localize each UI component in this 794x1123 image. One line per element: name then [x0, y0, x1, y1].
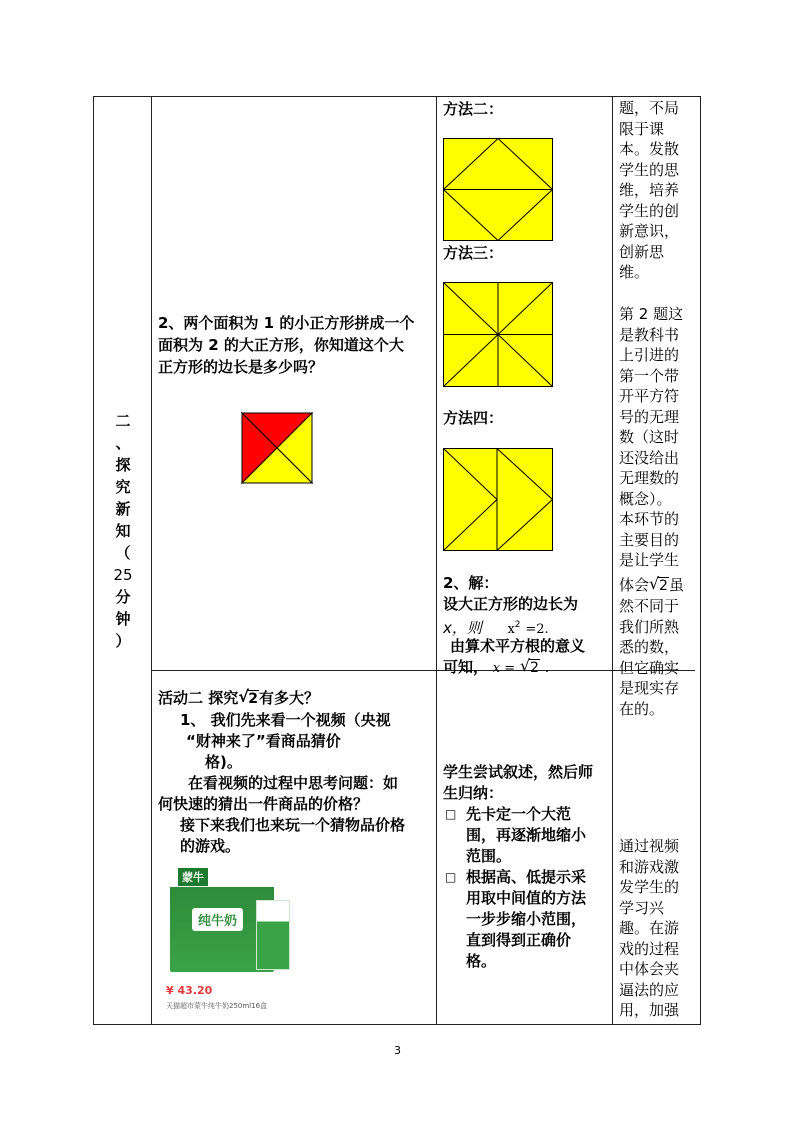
- note-line: 学生的创: [619, 201, 680, 220]
- note-line: 本。发散: [619, 140, 680, 158]
- activity-line: 的游戏。: [180, 837, 241, 855]
- note-line: 概念）。: [619, 489, 672, 508]
- sqrt-symbol: √ 2: [519, 656, 539, 676]
- bullet-line: 先卡定一个大范: [466, 805, 572, 823]
- stage-char: （: [115, 544, 131, 562]
- stage-char: 、: [115, 434, 131, 452]
- bullet-line: 一步步缩小范围，: [466, 910, 587, 928]
- note-line: 新意识，: [619, 222, 680, 240]
- bullet-line: 根据高、低提示采: [466, 868, 587, 886]
- stage-char: 探: [115, 456, 131, 474]
- note-line: 通过视频: [619, 837, 680, 855]
- activity-title-text: 有多大？: [258, 689, 319, 707]
- note-line: 逼法的应: [619, 980, 680, 999]
- note-line: 趣。在游: [619, 919, 680, 937]
- sqrt-radicand: 2: [529, 660, 539, 676]
- stage-char: ）: [115, 632, 131, 650]
- note-line: 中体会夹: [619, 960, 680, 978]
- stage-label: [110, 410, 136, 652]
- note-line: 然不同于: [619, 597, 680, 615]
- solution-value: =2.: [525, 622, 549, 637]
- note-line: 第 2 题这: [619, 305, 684, 323]
- solution-text: 可知，: [443, 658, 489, 676]
- note-line: 第一个带: [619, 366, 680, 385]
- solution-heading: 2、解：: [443, 574, 499, 592]
- note-line: 和游戏激: [619, 857, 680, 876]
- note-line: 用，加强: [619, 1001, 680, 1019]
- table-top-border: [93, 96, 701, 97]
- note-line: 主要目的: [619, 530, 680, 549]
- bullet-line: 格。: [466, 952, 497, 970]
- bullet-line: 直到得到正确价: [466, 931, 572, 949]
- column-divider-2: [436, 96, 437, 1025]
- stage-char: 25: [113, 566, 133, 584]
- milk-carton: [256, 900, 290, 970]
- sqrt-radicand: 2: [248, 691, 258, 707]
- activity-line: 在看视频的过程中思考问题：如: [188, 774, 399, 792]
- student-line: 生归纳：: [443, 784, 504, 802]
- activity-2-title: [158, 688, 319, 710]
- note-line: 是现实存: [619, 679, 680, 697]
- solution-text: .: [544, 658, 550, 676]
- problem-line: 2、两个面积为 1 的小正方形拼成一个: [158, 314, 415, 332]
- solution-line: 由算术平方根的意义: [450, 637, 586, 655]
- product-name: 天猫超市蒙牛纯牛奶250ml16盒: [166, 1002, 268, 1010]
- notes-block-d: [619, 836, 697, 1021]
- page-number: 3: [394, 1044, 401, 1057]
- note-line: 维。: [619, 263, 650, 281]
- note-line: 开平方符: [619, 387, 680, 405]
- note-line: 数（这时: [619, 428, 680, 446]
- stage-char: 新: [115, 500, 131, 518]
- note-line-sqrt: [619, 575, 697, 597]
- note-line: 在的。: [619, 699, 665, 718]
- note-line: 创新思: [619, 242, 665, 261]
- activity-line: 何快速的猜出一件商品的价格？: [158, 795, 369, 813]
- note-line: 学生的思: [619, 160, 680, 179]
- note-line: 本环节的: [619, 510, 680, 528]
- stage-char: 究: [115, 478, 131, 496]
- table-left-border: [93, 96, 94, 1025]
- sqrt-symbol: √ 2: [238, 687, 258, 707]
- activity-line: 1、 我们先来看一个视频（央视: [180, 711, 391, 729]
- note-line: 我们所熟: [619, 617, 680, 636]
- stage-char: 分: [115, 588, 131, 606]
- note-text: 体会: [619, 575, 650, 594]
- problem-line: 正方形的边长是多少吗？: [158, 358, 324, 376]
- product-label: 纯牛奶: [192, 908, 243, 931]
- stage-char: 钟: [115, 610, 131, 628]
- method-2-figure: [443, 138, 553, 241]
- note-line: 维，培养: [619, 181, 680, 199]
- note-line: 是让学生: [619, 551, 680, 569]
- stage-char: 二: [115, 412, 131, 430]
- brand-label: 蒙牛: [178, 868, 208, 886]
- bullet-line: 用取中间值的方法: [466, 889, 587, 907]
- solution-text: x，则: [443, 619, 482, 637]
- note-line: 戏的过程: [619, 939, 680, 958]
- note-line: 悉的数，: [619, 638, 680, 656]
- bullet-line: 范围。: [466, 847, 512, 865]
- note-line: 限于课: [619, 119, 665, 138]
- note-text: 虽: [668, 575, 684, 594]
- note-line: 还没给出: [619, 448, 680, 467]
- solution-exponent: 2: [514, 620, 521, 630]
- notes-block-b: [619, 304, 697, 719]
- bullet-icon: □: [445, 807, 457, 821]
- note-line: 号的无理: [619, 407, 680, 426]
- method-4-figure: [443, 448, 553, 551]
- bullet-icon: □: [445, 870, 457, 884]
- table-bottom-border: [93, 1024, 701, 1025]
- stage-char: 知: [115, 522, 131, 540]
- method-2-label: 方法二：: [443, 100, 504, 118]
- note-line: 但它确实: [619, 658, 680, 677]
- method-3-label: 方法三：: [443, 244, 504, 262]
- method-3-figure: [443, 282, 553, 387]
- row-divider: [151, 670, 695, 671]
- note-line: 上引进的: [619, 346, 680, 364]
- solution-var: x =: [492, 661, 516, 676]
- sqrt-symbol: √ 2: [649, 573, 668, 594]
- two-squares-figure: [241, 412, 313, 484]
- note-line: 无理数的: [619, 469, 680, 487]
- note-line: 题，不局: [619, 99, 680, 117]
- problem-line: 面积为 2 的大正方形，你知道这个大: [158, 336, 404, 354]
- activity-line: 接下来我们也来玩一个猜物品价格: [180, 816, 406, 834]
- activity-line: 格)。: [205, 753, 242, 771]
- table-right-border: [700, 96, 701, 1025]
- bullet-line: 围，再逐渐地缩小: [466, 826, 587, 844]
- solution-var: x: [507, 622, 515, 637]
- product-price: ¥ 43.20: [166, 984, 213, 997]
- note-line: 是教科书: [619, 325, 680, 344]
- milk-product-image: [158, 856, 296, 1018]
- activity-title-text: 活动二 探究: [158, 689, 239, 707]
- solution-line: 设大正方形的边长为: [443, 595, 579, 613]
- note-line: 发学生的: [619, 878, 680, 896]
- student-line: 学生尝试叙述，然后师: [443, 763, 594, 781]
- method-4-label: 方法四：: [443, 409, 504, 427]
- notes-block-a: [619, 98, 697, 283]
- sqrt-radicand: 2: [659, 577, 668, 594]
- column-divider-3: [612, 96, 613, 1025]
- solution-conclusion: [443, 657, 549, 679]
- note-line: 学习兴: [619, 898, 665, 917]
- activity-line: “财神来了”看商品猜价: [186, 732, 341, 750]
- column-divider-1: [151, 96, 152, 1025]
